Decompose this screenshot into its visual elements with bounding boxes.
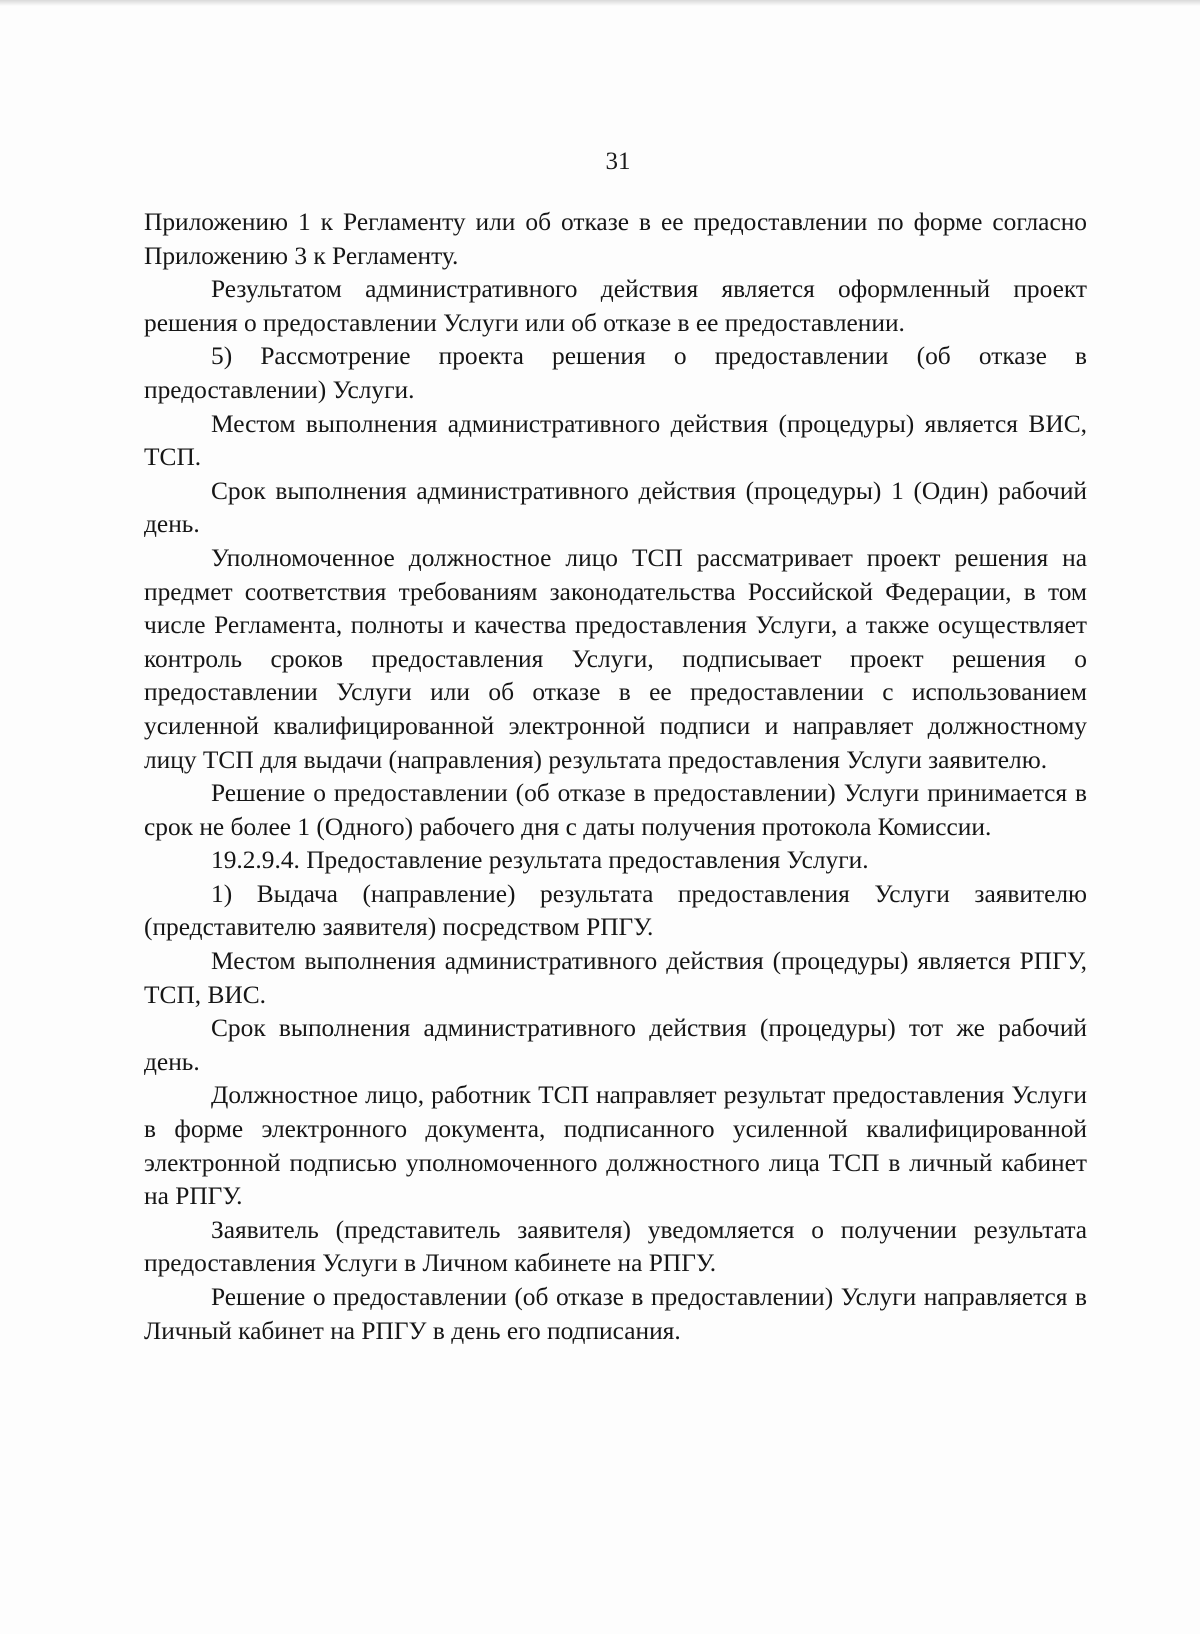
- paragraph-official-sends-result: Должностное лицо, работник ТСП направляет результат предоставления Услуги в форме электронного документа, подписанного усиленной квалифицированной электронной подписью уполномоченного должностного лица ТСП в личный кабинет на РПГУ.: [144, 1081, 1087, 1211]
- paragraph-decision-term: Решение о предоставлении (об отказе в предоставлении) Услуги принимается в срок не более 1 (Одного) рабочего дня с даты получения протокола Комиссии.: [144, 779, 1087, 841]
- paragraph-applicant-notified: Заявитель (представитель заявителя) уведомляется о получении результата предоставления Услуги в Личном кабинете на РПГУ.: [144, 1215, 1087, 1278]
- scan-edge: [0, 0, 1200, 6]
- page-number: 31: [605, 148, 631, 175]
- paragraph-result-of-action: Результатом административного действия является оформленный проект решения о предоставлении Услуги или об отказе в ее предоставлении.: [144, 275, 1087, 337]
- paragraph-step-5-heading: 5) Рассмотрение проекта решения о предоставлении (об отказе в предоставлении) Услуги.: [144, 342, 1087, 404]
- paragraph-place-of-execution-2: Местом выполнения административного действия (процедуры) является РПГУ, ТСП, ВИС.: [144, 947, 1087, 1009]
- paragraph-section-19-2-9-4: 19.2.9.4. Предоставление результата предоставления Услуги.: [211, 846, 869, 875]
- paragraph-decision-sent: Решение о предоставлении (об отказе в предоставлении) Услуги направляется в Личный кабинет на РПГУ в день его подписания.: [144, 1283, 1087, 1345]
- paragraph-continuation: Приложению 1 к Регламенту или об отказе в ее предоставлении по форме согласно Приложению 3 к Регламенту.: [144, 208, 1087, 270]
- paragraph-place-of-execution: Местом выполнения административного действия (процедуры) является ВИС, ТСП.: [144, 409, 1087, 472]
- document-body: [144, 206, 1087, 1348]
- paragraph-execution-term-2: Срок выполнения административного действия (процедуры) тот же рабочий день.: [144, 1014, 1087, 1076]
- paragraph-execution-term: Срок выполнения административного действия (процедуры) 1 (Один) рабочий день.: [144, 476, 1087, 539]
- paragraph-authorized-official: Уполномоченное должностное лицо ТСП рассматривает проект решения на предмет соответствия требованиям законодательства Российской Федерации, в том числе Регламента, полноты и качества предоставления Услуги, а также осуществляет контроль сроков предоставления Услуги, подписывает проект решения о предоставлении Услуги или об отказе в ее предоставлении с использованием усиленной квалифицированной электронной подписи и направляет должностному лицу ТСП для выдачи (направления) результата предоставления Услуги заявителю.: [144, 543, 1087, 774]
- paragraph-step-1-heading: 1) Выдача (направление) результата предоставления Услуги заявителю (представителю заявителя) посредством РПГУ.: [144, 879, 1087, 942]
